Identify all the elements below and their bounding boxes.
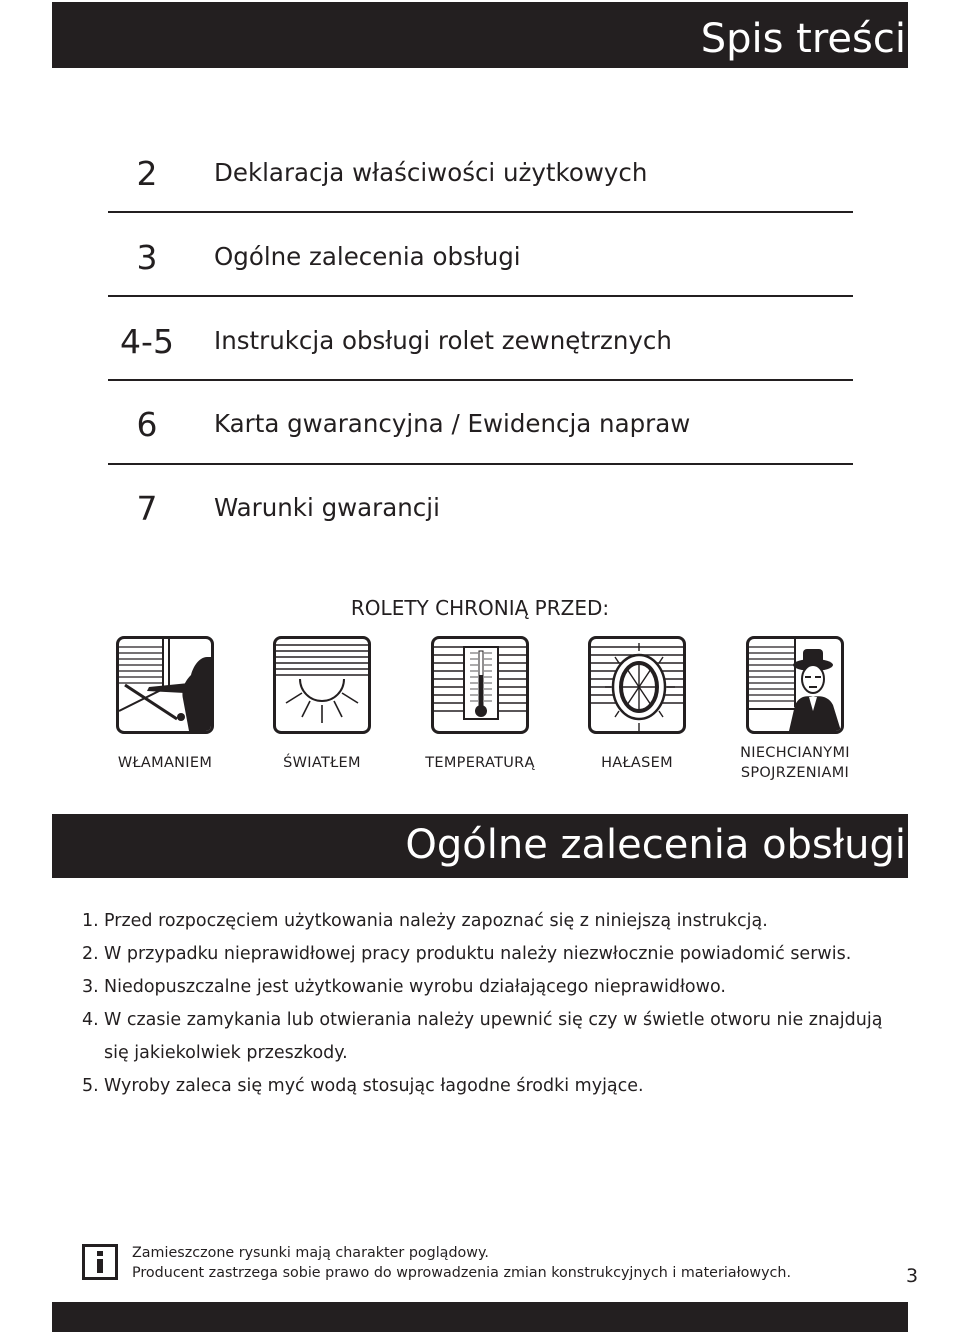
toc-page-number: 6 bbox=[136, 405, 158, 444]
icon-label: HAŁASEM bbox=[601, 755, 673, 771]
list-item bbox=[82, 905, 902, 938]
divider bbox=[108, 379, 853, 381]
item-text: Niedopuszczalne jest użytkowanie wyrobu działającego nieprawidłowo. bbox=[104, 977, 726, 997]
toc-title: Ogólne zalecenia obsługi bbox=[214, 242, 521, 271]
icon-label: ŚWIATŁEM bbox=[283, 755, 361, 771]
section-title: Ogólne zalecenia obsługi bbox=[405, 822, 906, 868]
toc-entry bbox=[108, 489, 853, 573]
footer-bar bbox=[52, 1302, 908, 1332]
item-number: 2. bbox=[82, 944, 99, 964]
item-text: Wyroby zaleca się myć wodą stosując łagodne środki myjące. bbox=[104, 1076, 644, 1096]
recommendations-list bbox=[82, 905, 902, 1103]
divider bbox=[108, 463, 853, 465]
toc-entry bbox=[108, 405, 853, 489]
item-number: 1. bbox=[82, 911, 99, 931]
toc-entry bbox=[108, 322, 853, 406]
icon-label: TEMPERATURĄ bbox=[425, 755, 535, 771]
footer-note bbox=[132, 1243, 791, 1283]
toc-title: Instrukcja obsługi rolet zewnętrznych bbox=[214, 326, 672, 355]
footer-note-line: Zamieszczone rysunki mają charakter poglądowy. bbox=[132, 1245, 489, 1261]
speaker-icon bbox=[588, 636, 686, 734]
item-number: 5. bbox=[82, 1076, 99, 1096]
icon-label-line: SPOJRZENIAMI bbox=[740, 765, 850, 781]
sunlight-icon bbox=[273, 636, 371, 734]
thermometer-icon bbox=[431, 636, 529, 734]
divider bbox=[108, 211, 853, 213]
item-number: 4. bbox=[82, 1010, 99, 1030]
page-title: Spis treści bbox=[700, 16, 906, 62]
toc-page-number: 4-5 bbox=[120, 322, 174, 361]
page-number: 3 bbox=[905, 1265, 919, 1287]
info-icon bbox=[82, 1244, 118, 1280]
footer-note-line: Producent zastrzega sobie prawo do wprowadzenia zmian konstrukcyjnych i materiałowych. bbox=[132, 1265, 792, 1281]
toc-page-number: 7 bbox=[136, 489, 158, 528]
toc-page-number: 3 bbox=[136, 238, 158, 277]
icon-label: WŁAMANIEM bbox=[117, 755, 213, 771]
divider bbox=[108, 295, 853, 297]
spy-icon bbox=[746, 636, 844, 734]
item-number: 3. bbox=[82, 977, 99, 997]
burglar-icon bbox=[116, 636, 214, 734]
item-text: Przed rozpoczęciem użytkowania należy zapoznać się z niniejszą instrukcją. bbox=[104, 911, 768, 931]
list-item bbox=[82, 1004, 902, 1070]
icon-label bbox=[720, 743, 870, 783]
toc-title: Karta gwarancyjna / Ewidencja napraw bbox=[214, 409, 691, 438]
toc-title: Warunki gwarancji bbox=[214, 493, 440, 522]
icon-label-line: NIECHCIANYMI bbox=[740, 745, 850, 761]
header-bar bbox=[52, 2, 908, 68]
toc-entry bbox=[108, 238, 853, 322]
toc-title: Deklaracja właściwości użytkowych bbox=[214, 158, 648, 187]
list-item bbox=[82, 938, 902, 971]
toc-page-number: 2 bbox=[136, 154, 158, 193]
list-item bbox=[82, 971, 902, 1004]
protection-heading: ROLETY CHRONIĄ PRZED: bbox=[350, 596, 610, 620]
item-text: W przypadku nieprawidłowej pracy produktu należy niezwłocznie powiadomić serwis. bbox=[104, 944, 852, 964]
list-item bbox=[82, 1070, 902, 1103]
toc-entry bbox=[108, 154, 853, 238]
section-bar bbox=[52, 814, 908, 878]
item-text: W czasie zamykania lub otwierania należy upewnić się czy w świetle otworu nie znajdują się jakiekolwiek przeszkody. bbox=[104, 1010, 883, 1063]
